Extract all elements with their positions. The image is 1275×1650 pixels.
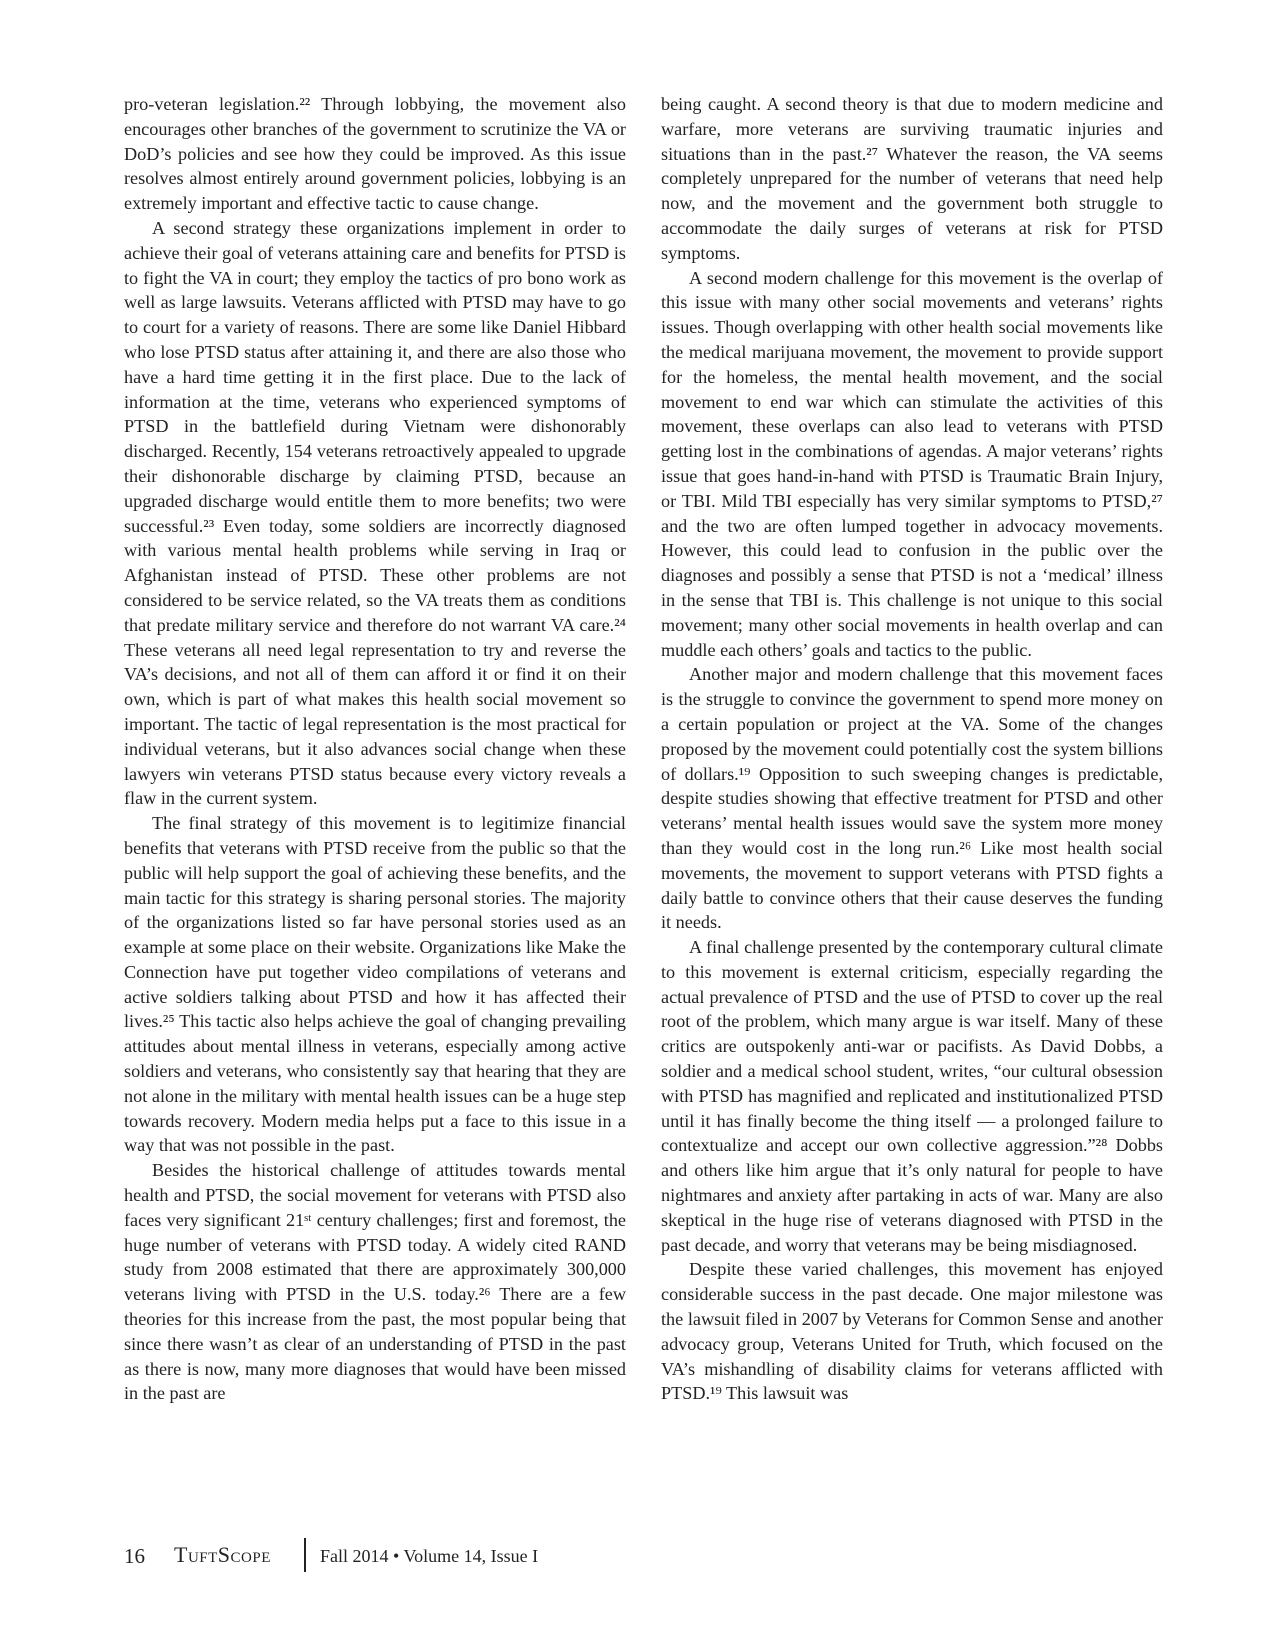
paragraph: A final challenge presented by the contemporary cultural climate to this movement is external criticism, especially regarding the actual prevalence of PTSD and the use of PTSD to cover up the real root of the problem, which many argue is war itself. Many of these critics are outspokenly anti-war or pacifists. As David Dobbs, a soldier and a medical school student, writes, “our cultural obsession with PTSD has magnified and replicated and institutionalized PTSD until it has finally become the thing itself — a prolonged failure to contextualize and accept our own collective aggression.”²⁸ Dobbs and others like him argue that it’s only natural for people to have nightmares and anxiety after partaking in acts of war. Many are also skeptical in the huge rise of veterans diagnosed with PTSD in the past decade, and worry that veterans may be being misdiagnosed. — [661, 937, 1163, 1255]
paragraph: The final strategy of this movement is to legitimize financial benefits that veterans with PTSD receive from the public so that the public will help support the goal of achieving these benefits, and the main tactic for this strategy is sharing personal stories. The majority of the organizations listed so far have personal stories used as an example at some place on their website. Organizations like Make the Connection have put together video compilations of veterans and active soldiers talking about PTSD and how it has affected their lives.²⁵ This tactic also helps achieve the goal of changing prevailing attitudes about mental illness in veterans, especially among active soldiers and veterans, who consistently say that hearing that they are not alone in the military with mental health issues can be a huge step towards recovery. Modern media helps put a face to this issue in a way that was not possible in the past. — [124, 813, 626, 1156]
journal-name: TuftScope — [174, 1542, 271, 1567]
paragraph: being caught. A second theory is that due to modern medicine and warfare, more veterans are surviving traumatic injuries and situations than in the past.²⁷ Whatever the reason, the VA seems completely unprepared for the number of veterans that need help now, and the movement and the government both struggle to accommodate the daily surges of veterans at risk for PTSD symptoms. — [661, 94, 1163, 263]
paragraph: A second strategy these organizations implement in order to achieve their goal of veterans attaining care and benefits for PTSD is to fight the VA in court; they employ the tactics of pro bono work as well as large lawsuits. Veterans afflicted with PTSD may have to go to court for a variety of reasons. There are some like Daniel Hibbard who lose PTSD status after attaining it, and there are also those who have a hard time getting it in the first place. Due to the lack of information at the time, veterans who experienced symptoms of PTSD in the battlefield during Vietnam were dishonorably discharged. Recently, 154 veterans retroactively appealed to upgrade their dishonorable discharge by claiming PTSD, because an upgraded discharge would entitle them to more benefits; two were successful.²³ Even today, some soldiers are incorrectly diagnosed with various mental health problems while serving in Iraq or Afghanistan instead of PTSD. These other problems are not considered to be service related, so the VA treats them as conditions that predate military service and therefore do not warrant VA care.²⁴ These veterans all need legal representation to try and reverse the VA’s decisions, and not all of them can afford it or find it on their own, which is part of what makes this health social movement so important. The tactic of legal representation is the most practical for individual veterans, but it also advances social change when these lawyers win veterans PTSD status because every victory reveals a flaw in the current system. — [124, 217, 626, 809]
paragraph: Another major and modern challenge that this movement faces is the struggle to convince the government to spend more money on a certain population or project at the VA. Some of the changes proposed by the movement could potentially cost the system billions of dollars.¹⁹ Opposition to such sweeping changes is predictable, despite studies showing that effective treatment for PTSD and other veterans’ mental health issues would save the system more money than they would cost in the long run.²⁶ Like most health social movements, the movement to support veterans with PTSD fights a daily battle to convince others that their cause deserves the funding it needs. — [661, 664, 1163, 933]
issue-info: Fall 2014 • Volume 14, Issue I — [320, 1546, 539, 1566]
paragraph: Besides the historical challenge of attitudes towards mental health and PTSD, the social movement for veterans with PTSD also faces very significant 21ˢᵗ century challenges; first and foremost, the huge number of veterans with PTSD today. A widely cited RAND study from 2008 estimated that there are approximately 300,000 veterans living with PTSD in the U.S. today.²⁶ There are a few theories for this increase from the past, the most popular being that since there wasn’t as clear of an understanding of PTSD in the past as there is now, many more diagnoses that would have been missed in the past are — [124, 1160, 626, 1404]
paragraph: pro-veteran legislation.²² Through lobbying, the movement also encourages other branches of the government to scrutinize the VA or DoD’s policies and see how they could be improved. As this issue resolves almost entirely around government policies, lobbying is an extremely important and effective tactic to cause change. — [124, 94, 626, 214]
paragraph: Despite these varied challenges, this movement has enjoyed considerable success in the past decade. One major milestone was the lawsuit filed in 2007 by Veterans for Common Sense and another advocacy group, Veterans United for Truth, which focused on the VA’s mishandling of disability claims for veterans afflicted with PTSD.¹⁹ This lawsuit was — [661, 1259, 1163, 1404]
paragraph: A second modern challenge for this movement is the overlap of this issue with many other social movements and veterans’ rights issues. Though overlapping with other health social movements like the medical marijuana movement, the movement to provide support for the homeless, the mental health movement, and the social movement to end war which can stimulate the activities of this movement, these overlaps can also lead to veterans with PTSD getting lost in the combinations of agendas. A major veterans’ rights issue that goes hand-in-hand with PTSD is Traumatic Brain Injury, or TBI. Mild TBI especially has very similar symptoms to PTSD,²⁷ and the two are often lumped together in advocacy movements. However, this could lead to confusion in the public over the diagnoses and possibly a sense that PTSD is not a ‘medical’ illness in the sense that TBI is. This challenge is not unique to this social movement; many other social movements in health overlap and can muddle each others’ goals and tactics to the public. — [661, 267, 1163, 660]
right-column — [661, 92, 1163, 1406]
footer-divider — [304, 1538, 306, 1572]
left-column — [124, 92, 626, 1406]
page-number: 16 — [124, 1544, 145, 1568]
